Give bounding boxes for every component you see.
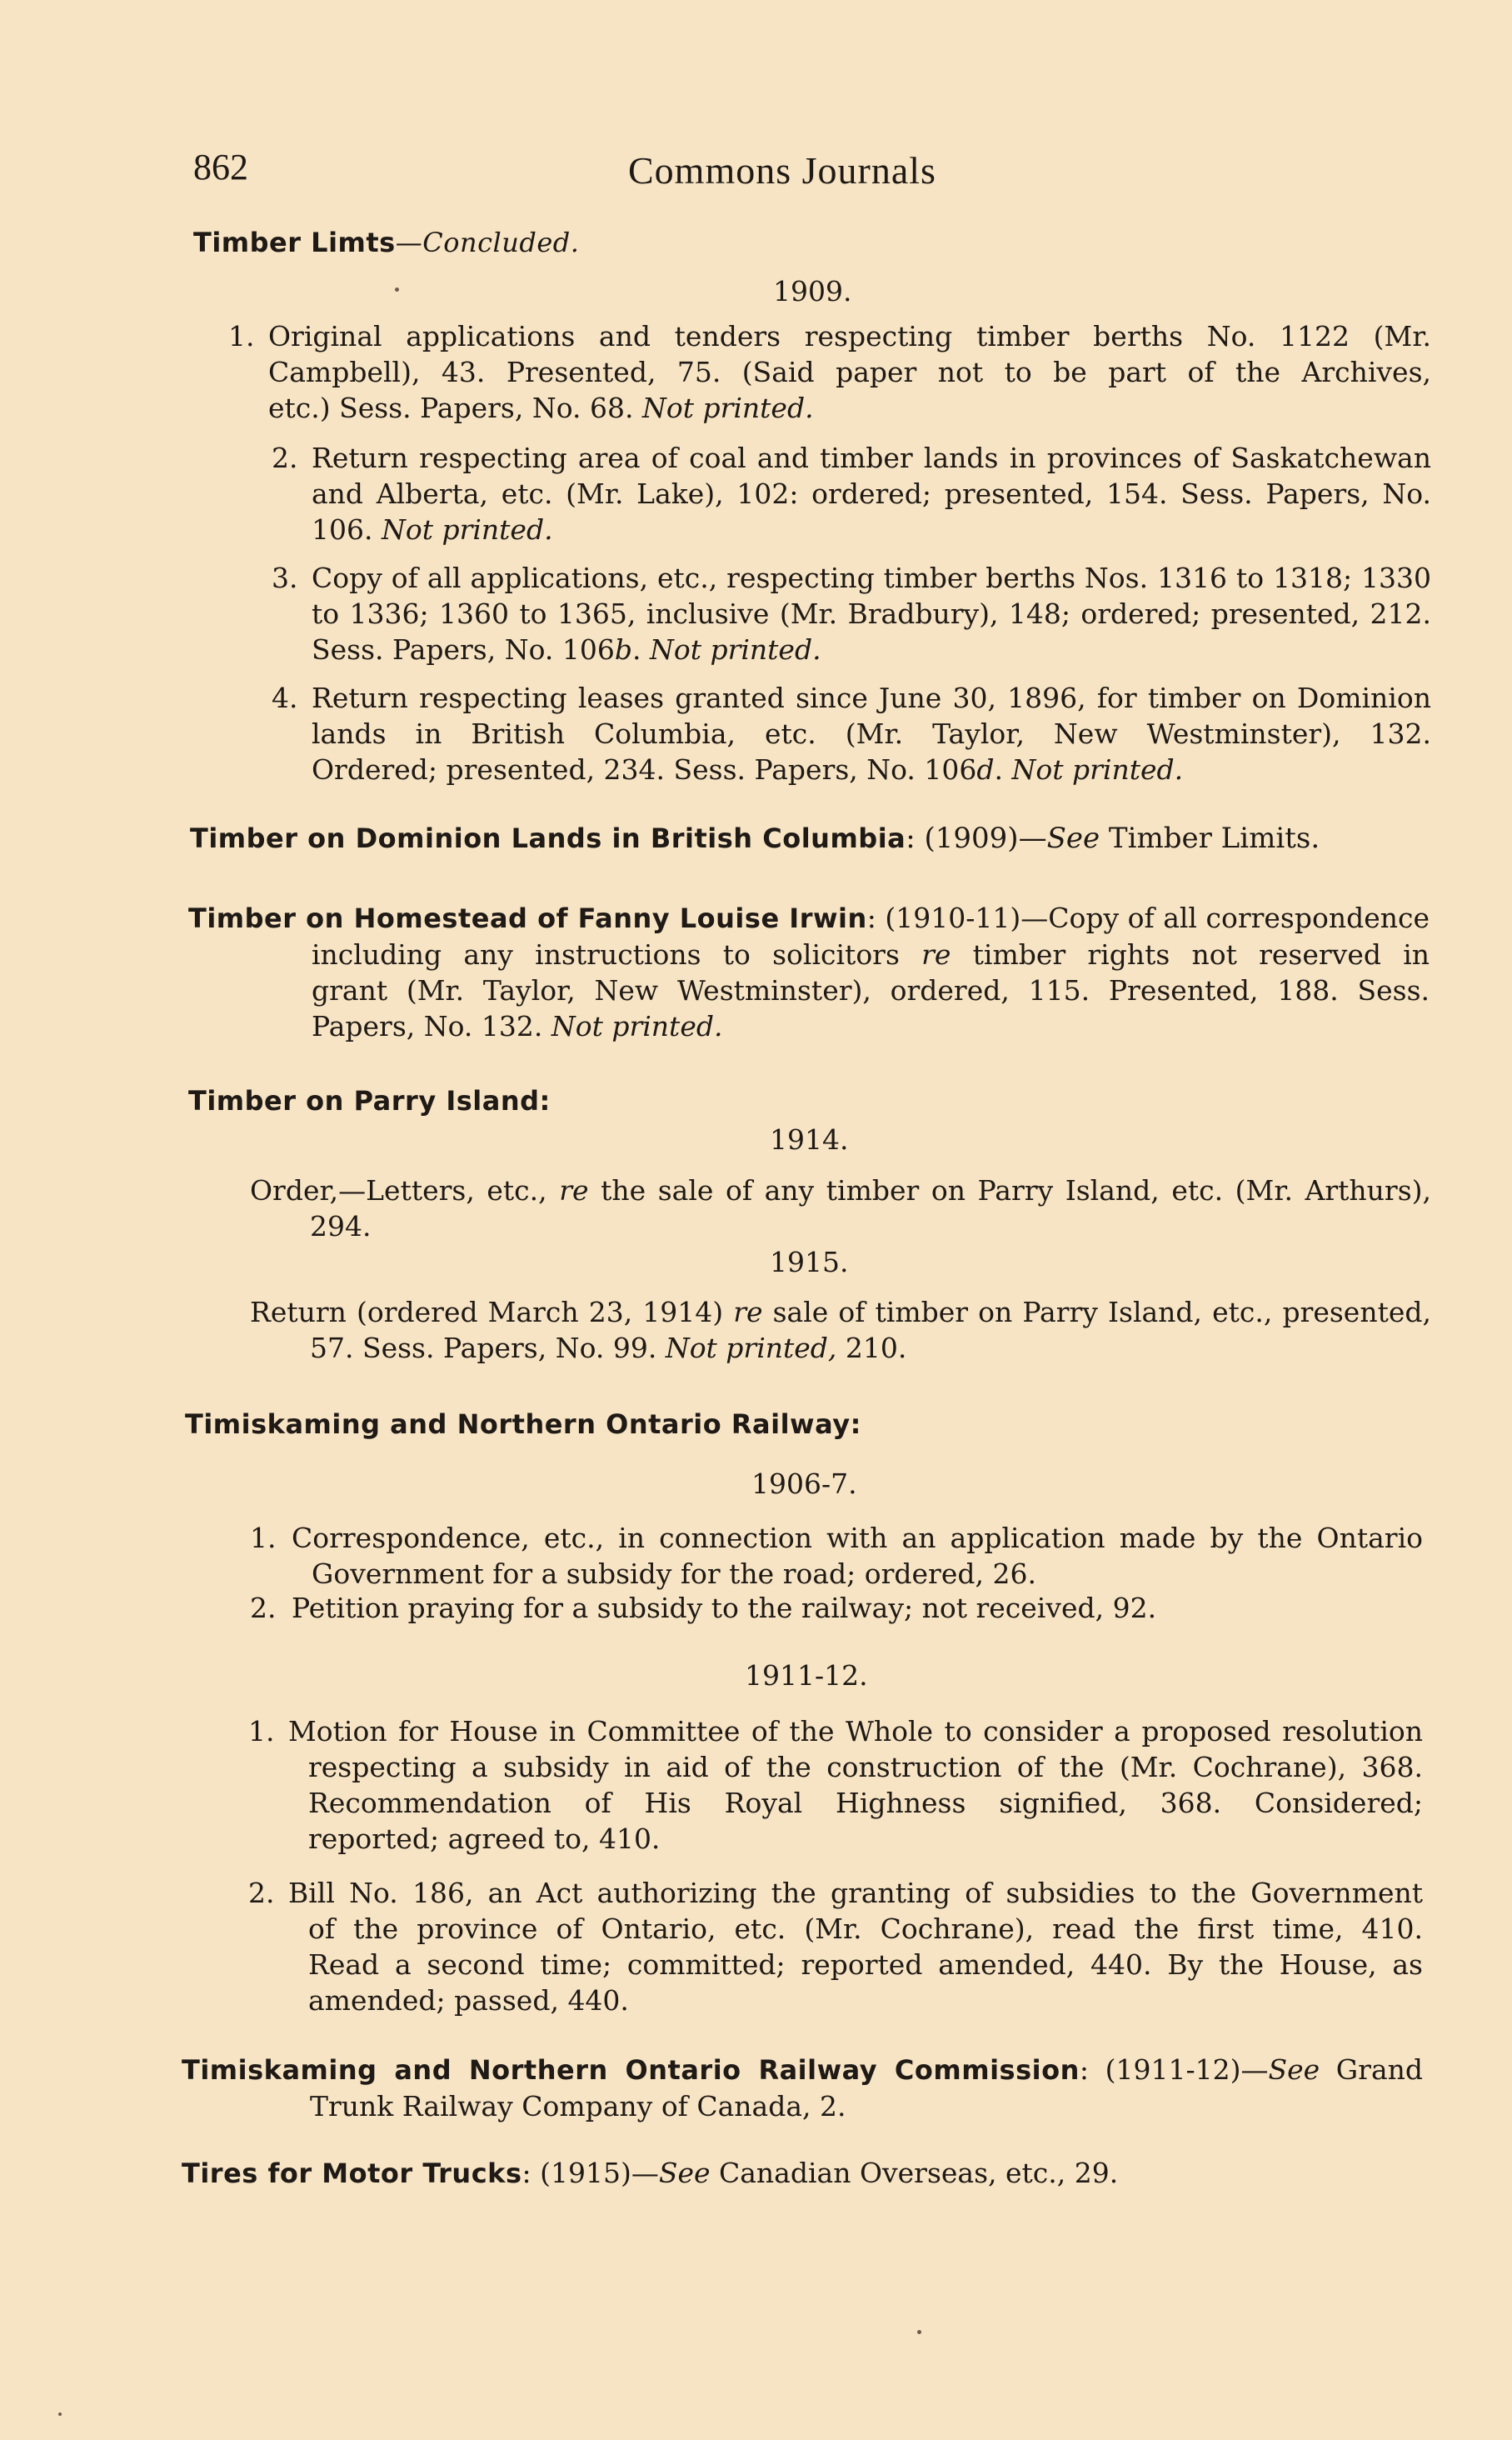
item-number: 3. xyxy=(272,562,298,594)
not-printed-note: Not printed. xyxy=(381,513,553,546)
tires-entry xyxy=(182,2156,1118,2191)
list-item xyxy=(228,318,1431,426)
item-number: 2. xyxy=(272,442,298,474)
not-printed-note: Not printed. xyxy=(1011,753,1184,786)
parry-order xyxy=(250,1172,1431,1244)
bc-heading: Timber on Dominion Lands in British Columbia xyxy=(190,822,906,854)
year-label: 1909. xyxy=(773,275,852,308)
tires-heading: Tires for Motor Trucks xyxy=(182,2158,522,2189)
irwin-entry xyxy=(188,900,1430,1044)
item-line: lands in British Columbia, etc. (Mr. Taylor, New Westminster), 132. xyxy=(312,718,1431,750)
list-item xyxy=(248,1875,1423,2018)
parry-return xyxy=(250,1294,1431,1366)
item-line: Copy of all applications, etc., respecting timber berths Nos. 1316 to 1318; 1330 xyxy=(312,562,1431,594)
re-word: re xyxy=(559,1174,589,1207)
commission-entry xyxy=(182,2052,1423,2124)
irwin-line: grant (Mr. Taylor, New Westminster), ordered, 115. Presented, 188. Sess. xyxy=(312,974,1430,1007)
not-printed-note: Not printed. xyxy=(551,1010,723,1042)
return-text: 57. Sess. Papers, No. 99. xyxy=(310,1332,666,1364)
item-line: and Alberta, etc. (Mr. Lake), 102: ordered; presented, 154. Sess. Papers, No. xyxy=(312,478,1431,510)
list-item xyxy=(272,440,1431,548)
punct: : xyxy=(850,1408,861,1440)
irwin-line: : (1910-11)—Copy of all correspondence xyxy=(866,902,1430,934)
parry-heading xyxy=(188,1083,551,1118)
item-line: amended; passed, 440. xyxy=(308,1984,629,2017)
bc-entry xyxy=(190,821,1320,856)
list-item xyxy=(272,560,1431,668)
item-number: 1. xyxy=(248,1715,275,1748)
item-line: Return respecting leases granted since June 30, 1896, for timber on Dominion xyxy=(312,682,1431,714)
commission-heading: Timiskaming and Northern Ontario Railway Commission xyxy=(182,2054,1080,2086)
not-printed-note: Not printed. xyxy=(649,633,821,666)
see-ref: See xyxy=(1268,2053,1320,2086)
return-text: 210. xyxy=(836,1332,907,1364)
re-word: re xyxy=(921,938,951,971)
commission-text: Grand xyxy=(1320,2053,1423,2086)
irwin-line: timber rights not reserved in xyxy=(951,938,1430,971)
year-label: 1911-12. xyxy=(745,1659,868,1692)
return-text: Return (ordered March 23, 1914) xyxy=(250,1296,734,1328)
item-number: 1. xyxy=(228,320,255,352)
item-line: Petition praying for a subsidy to the railway; not received, 92. xyxy=(292,1592,1157,1624)
item-number: 2. xyxy=(250,1592,277,1624)
list-item xyxy=(250,1520,1423,1592)
tires-text: : (1915)— xyxy=(521,2157,659,2189)
tires-text: Canadian Overseas, etc., 29. xyxy=(710,2157,1119,2189)
item-number: 2. xyxy=(248,1877,275,1909)
speck xyxy=(395,288,399,292)
not-printed-note: Not printed, xyxy=(665,1332,837,1364)
paper-suffix: b xyxy=(614,633,632,666)
heading-text: Timiskaming and Northern Ontario Railway xyxy=(185,1408,851,1440)
item-line: Recommendation of His Royal Highness signified, 368. Considered; xyxy=(308,1787,1423,1819)
running-title: Commons Journals xyxy=(628,149,936,192)
item-line: Ordered; presented, 234. Sess. Papers, No. 106 xyxy=(312,753,977,786)
item-line: of the province of Ontario, etc. (Mr. Cochrane), read the first time, 410. xyxy=(308,1912,1423,1945)
punct: . xyxy=(631,633,650,666)
item-line: Motion for House in Committee of the Whole to consider a proposed resolution xyxy=(288,1715,1423,1748)
paper-suffix: d xyxy=(976,753,995,786)
page-number: 862 xyxy=(193,147,248,188)
heading-text: Timber Limts xyxy=(193,227,396,258)
timber-limits-heading xyxy=(193,225,579,260)
see-ref: See xyxy=(1046,822,1100,855)
speck xyxy=(917,2330,921,2334)
punct: : xyxy=(539,1085,551,1117)
year-label: 1914. xyxy=(770,1123,849,1156)
year-label: 1915. xyxy=(770,1246,849,1278)
item-line: respecting a subsidy in aid of the construction of the (Mr. Cochrane), 368. xyxy=(308,1751,1423,1783)
not-printed-note: Not printed. xyxy=(641,392,814,424)
item-line: Correspondence, etc., in connection with an application made by the Ontario xyxy=(292,1522,1423,1554)
item-line: to 1336; 1360 to 1365, inclusive (Mr. Bradbury), 148; ordered; presented, 212. xyxy=(312,598,1431,630)
item-line: Sess. Papers, No. 106 xyxy=(312,633,615,666)
item-line: Campbell), 43. Presented, 75. (Said paper not to be part of the Archives, xyxy=(268,356,1431,388)
commission-text: : (1911-12)— xyxy=(1079,2053,1269,2086)
re-word: re xyxy=(733,1296,763,1328)
order-text: 294. xyxy=(310,1210,372,1242)
punct: . xyxy=(994,753,1012,786)
list-item xyxy=(272,680,1431,788)
item-line: Read a second time; committed; reported amended, 440. By the House, as xyxy=(308,1948,1423,1981)
heading-continuation: —Concluded. xyxy=(395,227,580,258)
year-label: 1906-7. xyxy=(751,1468,857,1500)
heading-text: Timber on Parry Island xyxy=(188,1085,540,1117)
commission-text: Trunk Railway Company of Canada, 2. xyxy=(310,2090,846,2122)
speck xyxy=(58,2412,62,2416)
order-text: Order,—Letters, etc., xyxy=(250,1174,560,1207)
item-number: 4. xyxy=(272,682,298,714)
tno-heading xyxy=(185,1407,861,1442)
irwin-line: Papers, No. 132. xyxy=(312,1010,551,1042)
item-line: Return respecting area of coal and timber lands in provinces of Saskatchewan xyxy=(312,442,1431,474)
return-text: sale of timber on Parry Island, etc., presented, xyxy=(762,1296,1431,1328)
item-line: reported; agreed to, 410. xyxy=(308,1822,661,1855)
bc-text: Timber Limits. xyxy=(1100,822,1320,855)
bc-text: : (1909)— xyxy=(906,822,1047,855)
irwin-line: including any instructions to solicitors xyxy=(312,938,922,971)
order-text: the sale of any timber on Parry Island, etc. (Mr. Arthurs), xyxy=(588,1174,1431,1207)
item-line: 106. xyxy=(312,513,382,546)
item-number: 1. xyxy=(250,1522,277,1554)
list-item xyxy=(250,1590,1423,1626)
list-item xyxy=(248,1713,1423,1857)
item-line: Bill No. 186, an Act authorizing the granting of subsidies to the Government xyxy=(288,1877,1423,1909)
irwin-heading: Timber on Homestead of Fanny Louise Irwin xyxy=(188,902,867,934)
item-line: Original applications and tenders respecting timber berths No. 1122 (Mr. xyxy=(268,320,1431,352)
see-ref: See xyxy=(658,2157,711,2189)
item-line: etc.) Sess. Papers, No. 68. xyxy=(268,392,642,424)
item-line: Government for a subsidy for the road; ordered, 26. xyxy=(312,1558,1036,1590)
